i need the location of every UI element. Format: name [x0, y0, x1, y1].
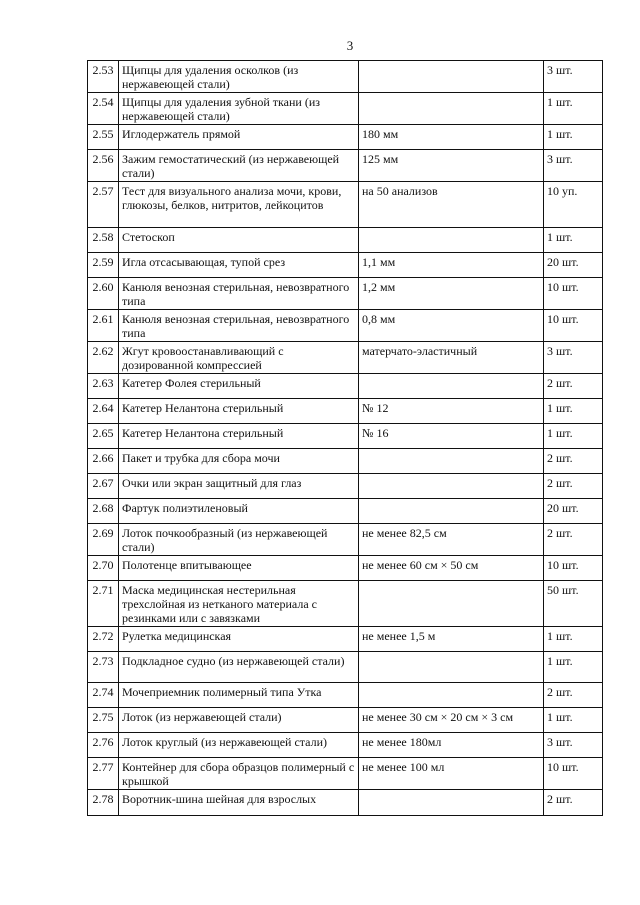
row-number: 2.74 [88, 683, 119, 708]
item-spec: на 50 анализов [359, 182, 544, 228]
item-spec [359, 474, 544, 499]
table-row [88, 524, 603, 556]
item-quantity: 2 шт. [544, 374, 603, 399]
row-number: 2.78 [88, 790, 119, 816]
item-spec [359, 652, 544, 683]
row-number: 2.70 [88, 556, 119, 581]
item-spec: не менее 30 см × 20 см × 3 см [359, 708, 544, 733]
item-quantity: 10 уп. [544, 182, 603, 228]
item-quantity: 3 шт. [544, 150, 603, 182]
row-number: 2.69 [88, 524, 119, 556]
item-name: Лоток почкообразный (из нержавеющей стали) [119, 524, 359, 556]
row-number: 2.66 [88, 449, 119, 474]
item-spec: не менее 1,5 м [359, 627, 544, 652]
item-quantity: 2 шт. [544, 683, 603, 708]
row-number: 2.76 [88, 733, 119, 758]
item-name: Пакет и трубка для сбора мочи [119, 449, 359, 474]
table-row [88, 627, 603, 652]
item-spec [359, 499, 544, 524]
item-spec: не менее 100 мл [359, 758, 544, 790]
row-number: 2.57 [88, 182, 119, 228]
row-number: 2.62 [88, 342, 119, 374]
item-quantity: 2 шт. [544, 449, 603, 474]
item-quantity: 20 шт. [544, 499, 603, 524]
item-name: Подкладное судно (из нержавеющей стали) [119, 652, 359, 683]
item-spec: 0,8 мм [359, 310, 544, 342]
item-name: Стетоскоп [119, 228, 359, 253]
item-name: Щипцы для удаления осколков (из нержавеющей стали) [119, 61, 359, 93]
item-quantity: 3 шт. [544, 733, 603, 758]
row-number: 2.63 [88, 374, 119, 399]
item-quantity: 50 шт. [544, 581, 603, 627]
item-name: Катетер Фолея стерильный [119, 374, 359, 399]
table-row [88, 253, 603, 278]
item-spec: № 12 [359, 399, 544, 424]
item-quantity: 2 шт. [544, 790, 603, 816]
table-row [88, 182, 603, 228]
item-name: Жгут кровоостанавливающий с дозированной компрессией [119, 342, 359, 374]
item-quantity: 2 шт. [544, 474, 603, 499]
table-row [88, 758, 603, 790]
item-spec: № 16 [359, 424, 544, 449]
item-spec [359, 449, 544, 474]
table-row [88, 683, 603, 708]
row-number: 2.64 [88, 399, 119, 424]
table-row [88, 150, 603, 182]
item-spec [359, 790, 544, 816]
item-quantity: 1 шт. [544, 627, 603, 652]
item-quantity: 1 шт. [544, 652, 603, 683]
row-number: 2.59 [88, 253, 119, 278]
item-quantity: 3 шт. [544, 61, 603, 93]
item-spec [359, 581, 544, 627]
item-spec: не менее 82,5 см [359, 524, 544, 556]
equipment-table [87, 60, 603, 816]
table-row [88, 581, 603, 627]
row-number: 2.65 [88, 424, 119, 449]
table-row [88, 499, 603, 524]
table-row [88, 228, 603, 253]
item-spec: 1,1 мм [359, 253, 544, 278]
table-row [88, 61, 603, 93]
item-name: Канюля венозная стерильная, невозвратного типа [119, 310, 359, 342]
table-body [88, 61, 603, 816]
row-number: 2.54 [88, 93, 119, 125]
item-spec [359, 61, 544, 93]
item-spec [359, 228, 544, 253]
table-row [88, 733, 603, 758]
item-name: Рулетка медицинская [119, 627, 359, 652]
row-number: 2.58 [88, 228, 119, 253]
item-name: Катетер Нелантона стерильный [119, 424, 359, 449]
table-row [88, 556, 603, 581]
row-number: 2.75 [88, 708, 119, 733]
item-name: Полотенце впитывающее [119, 556, 359, 581]
item-name: Фартук полиэтиленовый [119, 499, 359, 524]
table-row [88, 652, 603, 683]
item-quantity: 1 шт. [544, 708, 603, 733]
item-quantity: 1 шт. [544, 228, 603, 253]
item-quantity: 10 шт. [544, 758, 603, 790]
table-row [88, 310, 603, 342]
table-row [88, 125, 603, 150]
item-name: Воротник-шина шейная для взрослых [119, 790, 359, 816]
table-row [88, 424, 603, 449]
item-name: Лоток (из нержавеющей стали) [119, 708, 359, 733]
item-quantity: 1 шт. [544, 93, 603, 125]
item-name: Канюля венозная стерильная, невозвратного типа [119, 278, 359, 310]
item-name: Мочеприемник полимерный типа Утка [119, 683, 359, 708]
item-spec: 180 мм [359, 125, 544, 150]
table-row [88, 374, 603, 399]
row-number: 2.72 [88, 627, 119, 652]
row-number: 2.71 [88, 581, 119, 627]
item-name: Иглодержатель прямой [119, 125, 359, 150]
row-number: 2.56 [88, 150, 119, 182]
item-name: Тест для визуального анализа мочи, крови, глюкозы, белков, нитритов, лейкоцитов [119, 182, 359, 228]
item-quantity: 2 шт. [544, 524, 603, 556]
page-number: 3 [346, 38, 354, 53]
item-name: Катетер Нелантона стерильный [119, 399, 359, 424]
item-spec: не менее 60 см × 50 см [359, 556, 544, 581]
item-spec: 1,2 мм [359, 278, 544, 310]
item-name: Очки или экран защитный для глаз [119, 474, 359, 499]
item-quantity: 10 шт. [544, 278, 603, 310]
table-row [88, 93, 603, 125]
item-name: Щипцы для удаления зубной ткани (из нержавеющей стали) [119, 93, 359, 125]
table-row [88, 708, 603, 733]
item-quantity: 10 шт. [544, 556, 603, 581]
table-row [88, 399, 603, 424]
item-quantity: 1 шт. [544, 399, 603, 424]
row-number: 2.77 [88, 758, 119, 790]
item-spec: матерчато-эластичный [359, 342, 544, 374]
item-spec [359, 374, 544, 399]
item-quantity: 3 шт. [544, 342, 603, 374]
item-quantity: 1 шт. [544, 424, 603, 449]
row-number: 2.60 [88, 278, 119, 310]
row-number: 2.68 [88, 499, 119, 524]
table-row [88, 278, 603, 310]
table-row [88, 474, 603, 499]
item-name: Игла отсасывающая, тупой срез [119, 253, 359, 278]
table-row [88, 342, 603, 374]
item-name: Зажим гемостатический (из нержавеющей стали) [119, 150, 359, 182]
item-quantity: 1 шт. [544, 125, 603, 150]
row-number: 2.55 [88, 125, 119, 150]
row-number: 2.67 [88, 474, 119, 499]
row-number: 2.53 [88, 61, 119, 93]
item-quantity: 10 шт. [544, 310, 603, 342]
item-spec [359, 683, 544, 708]
item-quantity: 20 шт. [544, 253, 603, 278]
table-row [88, 790, 603, 816]
item-spec: 125 мм [359, 150, 544, 182]
row-number: 2.73 [88, 652, 119, 683]
item-name: Маска медицинская нестерильная трехслойная из нетканого материала с резинками или с завязками [119, 581, 359, 627]
item-name: Контейнер для сбора образцов полимерный с крышкой [119, 758, 359, 790]
row-number: 2.61 [88, 310, 119, 342]
item-spec: не менее 180мл [359, 733, 544, 758]
item-name: Лоток круглый (из нержавеющей стали) [119, 733, 359, 758]
table-row [88, 449, 603, 474]
item-spec [359, 93, 544, 125]
